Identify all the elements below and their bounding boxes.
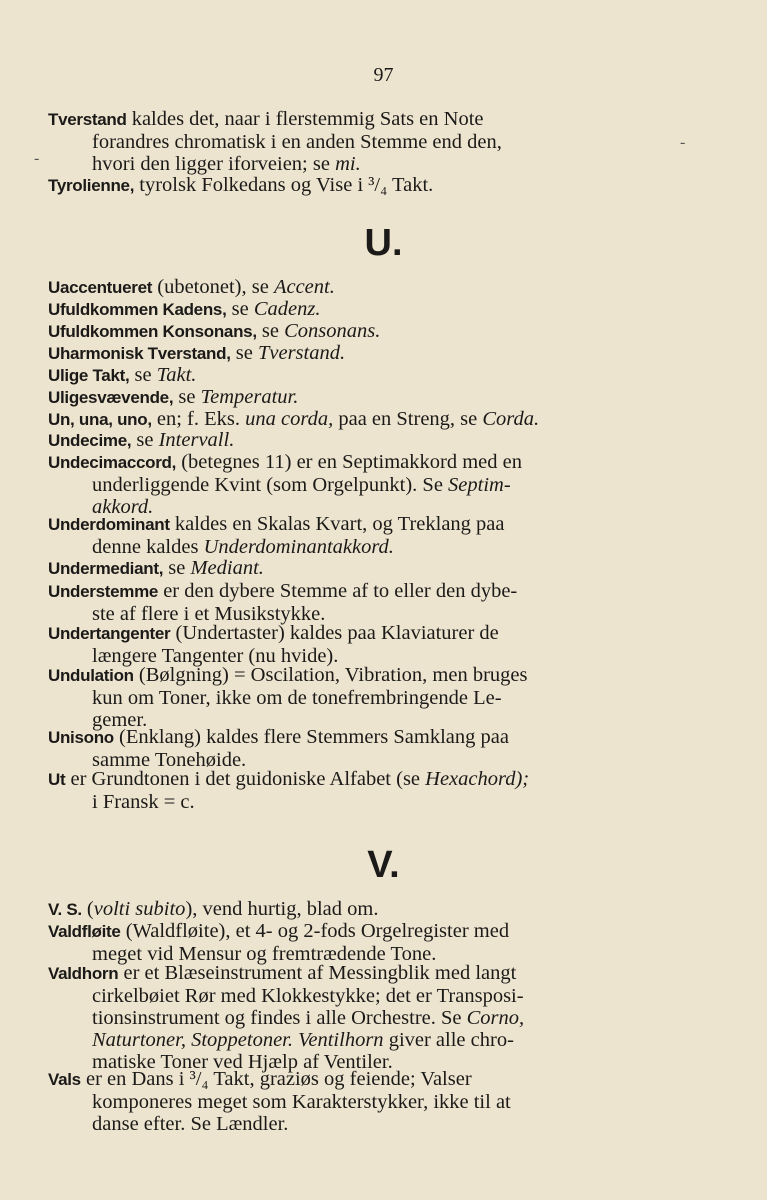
italic-reference: Hexachord); bbox=[425, 768, 530, 790]
entry-line bbox=[48, 1007, 660, 1029]
entry-undecimaccord bbox=[48, 451, 660, 518]
entry-line bbox=[48, 920, 660, 943]
headword: Un, una, uno, bbox=[48, 410, 152, 429]
italic-reference: Septim- bbox=[448, 474, 511, 496]
entry-line bbox=[48, 513, 660, 536]
entry-line bbox=[48, 174, 660, 197]
definition-text: kaldes det, naar i flerstemmig Sats en Note bbox=[126, 108, 484, 130]
left-margin-mark: - bbox=[34, 150, 40, 167]
italic-reference: una corda, bbox=[245, 408, 334, 430]
headword: Ufuldkommen Kadens, bbox=[48, 300, 227, 319]
definition-text: denne kaldes bbox=[92, 536, 204, 558]
entry-line bbox=[48, 536, 660, 558]
italic-reference: mi. bbox=[335, 153, 361, 175]
definition-text: samme Tonehøide. bbox=[92, 749, 247, 771]
definition-text: forandres chromatisk i en anden Stemme end den, bbox=[92, 131, 502, 153]
entry-ufuldkommen-konsonans bbox=[48, 320, 660, 343]
headword: Understemme bbox=[48, 582, 159, 601]
definition-text: se bbox=[226, 298, 254, 320]
definition-text: matiske Toner ved Hjælp af Ventiler. bbox=[92, 1051, 393, 1073]
entry-line bbox=[48, 622, 660, 645]
definition-text: underliggende Kvint (som Orgelpunkt). Se bbox=[92, 474, 449, 496]
italic-reference: Takt. bbox=[156, 364, 197, 386]
headword: Ulige Takt, bbox=[48, 366, 130, 385]
headword: Undermediant, bbox=[48, 559, 164, 578]
definition-text: ), vend hurtig, blad om. bbox=[185, 898, 379, 920]
italic-reference: Accent. bbox=[273, 276, 335, 298]
definition-text: kun om Toner, ikke om de tonefrembringende Le- bbox=[92, 687, 502, 709]
definition-text: se bbox=[256, 320, 285, 342]
definition-text: ( bbox=[81, 898, 94, 920]
entry-un-una-uno bbox=[48, 408, 660, 431]
headword: Underdominant bbox=[48, 515, 170, 534]
entry-line bbox=[48, 580, 660, 603]
definition-text: hvori den ligger iforveien; se bbox=[92, 153, 336, 175]
italic-reference: volti subito bbox=[93, 898, 186, 920]
definition-text: (betegnes 11) er en Septimakkord med en bbox=[176, 451, 522, 473]
entry-undecime bbox=[48, 429, 660, 452]
headword: Valdhorn bbox=[48, 964, 119, 983]
headword: Undecime, bbox=[48, 431, 132, 450]
entry-line bbox=[48, 1091, 660, 1113]
entry-line bbox=[48, 985, 660, 1007]
entry-line bbox=[48, 108, 660, 131]
entry-line bbox=[48, 364, 660, 387]
headword: V. S. bbox=[48, 900, 82, 919]
italic-reference: Naturtoner, Stoppetoner. Ventilhorn bbox=[92, 1029, 384, 1051]
definition-text: danse efter. Se Lændler. bbox=[92, 1113, 289, 1135]
entry-line bbox=[48, 898, 660, 921]
entry-underdominant bbox=[48, 513, 660, 558]
definition-text: meget vid Mensur og fremtrædende Tone. bbox=[92, 943, 437, 965]
headword: Uaccentueret bbox=[48, 278, 153, 297]
entry-line bbox=[48, 962, 660, 985]
headword: Undecimaccord, bbox=[48, 453, 177, 472]
italic-reference: Cadenz. bbox=[253, 298, 321, 320]
entry-line bbox=[48, 664, 660, 687]
entry-line bbox=[48, 1068, 660, 1091]
headword: Valdfløite bbox=[48, 922, 121, 941]
definition-text: komponeres meget som Karakterstykker, ikke til at bbox=[92, 1091, 511, 1113]
entry-undertangenter bbox=[48, 622, 660, 667]
entry-line bbox=[48, 153, 660, 175]
definition-text: se bbox=[173, 386, 201, 408]
definition-text: er Grundtonen i det guidoniske Alfabet (se bbox=[65, 768, 426, 790]
entry-understemme bbox=[48, 580, 660, 625]
definition-text: tionsinstrument og findes i alle Orchestre. Se bbox=[92, 1007, 467, 1029]
entry-line bbox=[48, 768, 660, 791]
definition-text: længere Tangenter (nu hvide). bbox=[92, 645, 339, 667]
definition-text: kaldes en Skalas Kvart, og Treklang paa bbox=[169, 513, 505, 535]
definition-text: er den dybere Stemme af to eller den dybe- bbox=[158, 580, 518, 602]
italic-reference: Corno, bbox=[466, 1007, 525, 1029]
italic-reference: Temperatur. bbox=[200, 386, 299, 408]
headword: Tyrolienne, bbox=[48, 176, 135, 195]
definition-text: se bbox=[131, 429, 159, 451]
right-margin-mark: - bbox=[680, 134, 686, 151]
entry-line bbox=[48, 408, 660, 431]
entry-ulige-takt bbox=[48, 364, 660, 387]
definition-text: giver alle chro- bbox=[383, 1029, 514, 1051]
definition-text: se bbox=[230, 342, 258, 364]
headword: Vals bbox=[48, 1070, 81, 1089]
entry-line bbox=[48, 429, 660, 452]
entry-ut bbox=[48, 768, 660, 813]
headword: Undertangenter bbox=[48, 624, 171, 643]
entry-uaccentueret bbox=[48, 276, 660, 299]
definition-text: en; f. Eks. bbox=[151, 408, 246, 430]
entry-ufuldkommen-kadens bbox=[48, 298, 660, 321]
definition-text: (Undertaster) kaldes paa Klaviaturer de bbox=[170, 622, 499, 644]
italic-reference: akkord. bbox=[92, 496, 154, 518]
entry-line bbox=[48, 451, 660, 474]
definition-text: se bbox=[129, 364, 157, 386]
definition-text: er en Dans i ³/₄ Takt, graziøs og feiende; Valser bbox=[80, 1068, 472, 1090]
italic-reference: Intervall. bbox=[158, 429, 235, 451]
definition-text: cirkelbøiet Rør med Klokkestykke; det er Transposi- bbox=[92, 985, 524, 1007]
entry-line bbox=[48, 342, 660, 365]
entry-line bbox=[48, 726, 660, 749]
entry-line bbox=[48, 474, 660, 496]
entry-line bbox=[48, 386, 660, 409]
entry-tyrolienne bbox=[48, 174, 660, 197]
entry-line bbox=[48, 320, 660, 343]
entry-line bbox=[48, 131, 660, 153]
entry-unisono bbox=[48, 726, 660, 771]
definition-text: (Waldfløite), et 4- og 2-fods Orgelregister med bbox=[120, 920, 510, 942]
entry-line bbox=[48, 1113, 660, 1135]
definition-text: paa en Streng, se bbox=[333, 408, 483, 430]
headword: Uharmonisk Tverstand, bbox=[48, 344, 231, 363]
entry-uligesvaevende bbox=[48, 386, 660, 409]
definition-text: er et Blæseinstrument af Messingblik med langt bbox=[118, 962, 517, 984]
definition-text: tyrolsk Folkedans og Vise i ³/₄ Takt. bbox=[134, 174, 434, 196]
definition-text: gemer. bbox=[92, 709, 148, 731]
entry-undulation bbox=[48, 664, 660, 731]
definition-text: se bbox=[163, 557, 191, 579]
italic-reference: Consonans. bbox=[284, 320, 381, 342]
entry-undermediant bbox=[48, 557, 660, 580]
entry-uharmonisk-tverstand bbox=[48, 342, 660, 365]
headword: Ut bbox=[48, 770, 66, 789]
entry-vals bbox=[48, 1068, 660, 1135]
italic-reference: Corda. bbox=[482, 408, 540, 430]
entry-valdfloite bbox=[48, 920, 660, 965]
section-letter-u: U. bbox=[364, 222, 403, 264]
definition-text: (Enklang) kaldes flere Stemmers Samklang paa bbox=[113, 726, 509, 748]
definition-text: ste af flere i et Musikstykke. bbox=[92, 603, 326, 625]
definition-text: (Bølgning) = Oscilation, Vibration, men bruges bbox=[133, 664, 528, 686]
entry-v-s bbox=[48, 898, 660, 921]
entry-line bbox=[48, 791, 660, 813]
entry-valdhorn bbox=[48, 962, 660, 1073]
italic-reference: Underdominantakkord. bbox=[203, 536, 394, 558]
italic-reference: Tverstand. bbox=[257, 342, 346, 364]
definition-text: (ubetonet), se bbox=[152, 276, 274, 298]
italic-reference: Mediant. bbox=[190, 557, 264, 579]
entry-line bbox=[48, 1029, 660, 1051]
headword: Tverstand bbox=[48, 110, 127, 129]
headword: Unisono bbox=[48, 728, 114, 747]
headword: Uligesvævende, bbox=[48, 388, 174, 407]
page-number: 97 bbox=[373, 64, 394, 86]
entry-line bbox=[48, 276, 660, 299]
entry-line bbox=[48, 687, 660, 709]
entry-line bbox=[48, 298, 660, 321]
definition-text: i Fransk = c. bbox=[92, 791, 195, 813]
headword: Ufuldkommen Konsonans, bbox=[48, 322, 257, 341]
headword: Undulation bbox=[48, 666, 134, 685]
entry-line bbox=[48, 557, 660, 580]
section-letter-v: V. bbox=[367, 844, 400, 886]
entry-tverstand bbox=[48, 108, 660, 175]
